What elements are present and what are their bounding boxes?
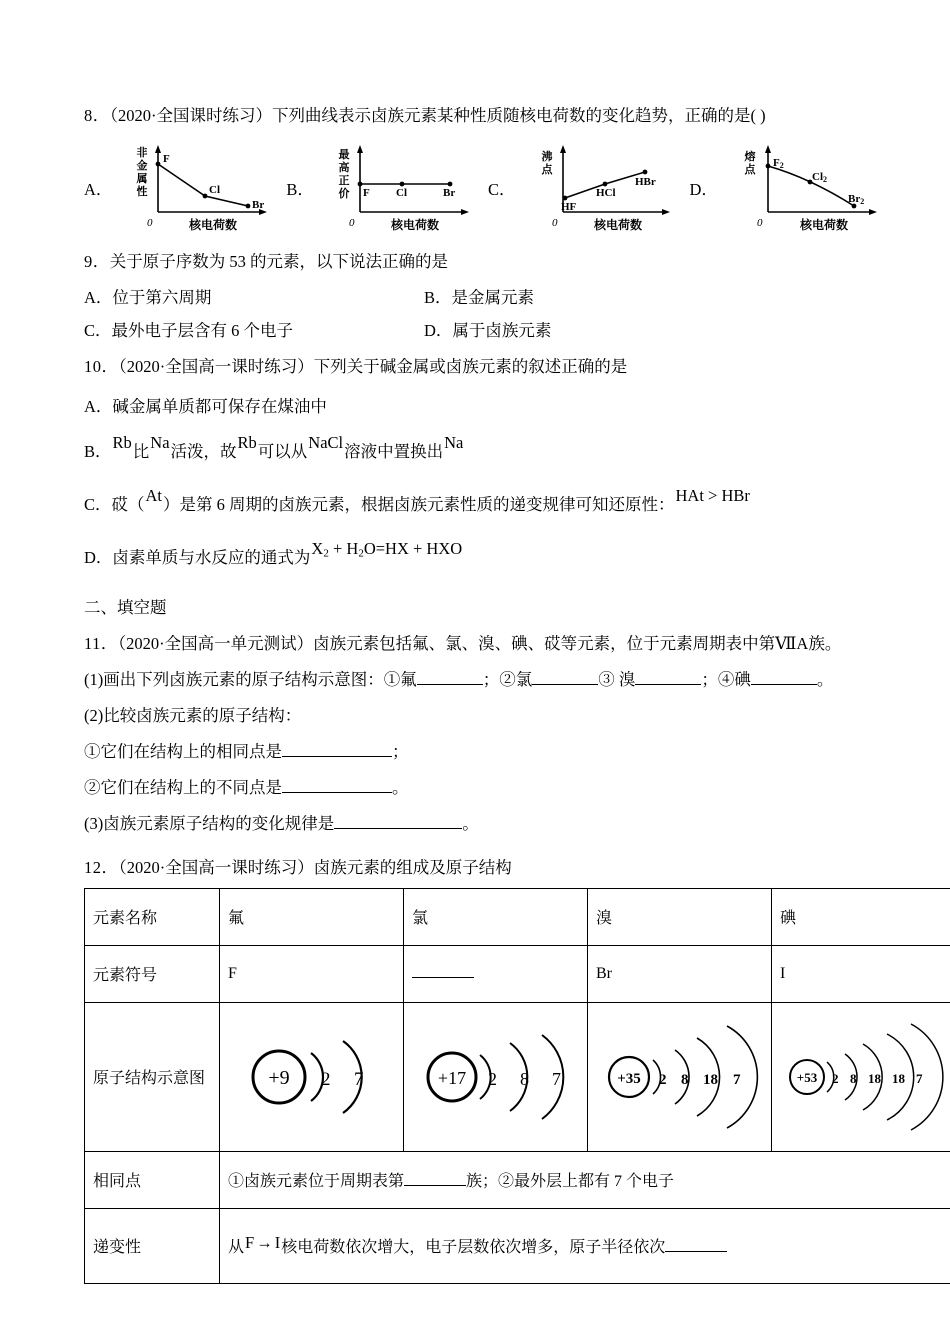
option-c-text-2: ）是第 6 周期的卤族元素，根据卤族元素性质的递变规律可知还原性： xyxy=(163,495,675,515)
chart-c-svg xyxy=(517,140,689,236)
question-9-option-c[interactable] xyxy=(84,319,424,344)
atom-diagram-fluorine-icon xyxy=(237,1017,387,1137)
option-a-key: A． xyxy=(84,397,113,417)
halogen-table xyxy=(84,888,950,1284)
question-11-part-2-item-2 xyxy=(84,776,870,800)
question-12-number: 12． xyxy=(84,857,119,877)
section-2-title: 二、填空题 xyxy=(84,598,167,618)
item-2-text: ②它们在结构上的不同点是 xyxy=(84,777,282,797)
svg-text:HF: HF xyxy=(561,200,577,213)
chart-a-svg xyxy=(114,140,286,236)
question-12-stem xyxy=(84,856,870,880)
question-8-charts xyxy=(84,140,870,236)
question-11-part-2: (2)比较卤族元素的原子结构： xyxy=(84,706,302,726)
atom-diagram-iodine-icon xyxy=(781,1012,947,1142)
svg-text:点: 点 xyxy=(541,163,553,176)
chart-option-c xyxy=(488,140,690,236)
option-b-text-3: 可以从 xyxy=(257,442,308,462)
cell-structure-chlorine xyxy=(404,1002,588,1151)
question-10-option-b[interactable] xyxy=(84,435,870,468)
svg-text:核电荷数: 核电荷数 xyxy=(594,217,643,232)
option-a-text: 位于第六周期 xyxy=(112,287,212,307)
part-1-text-a: ；②氯 xyxy=(482,670,533,690)
svg-text:7: 7 xyxy=(732,1071,740,1088)
svg-text:2: 2 xyxy=(831,1070,838,1086)
blank-diff-point[interactable] xyxy=(282,792,392,793)
question-10-text: （2020·全国高一课时练习）下列关于碱金属或卤族元素的叙述正确的是 xyxy=(118,357,628,377)
svg-text:8: 8 xyxy=(680,1071,688,1088)
cell-same-point-content xyxy=(220,1151,950,1208)
question-9-text: 关于原子序数为 53 的元素，以下说法正确的是 xyxy=(109,251,448,271)
svg-text:18: 18 xyxy=(891,1070,905,1086)
cell-structure-iodine xyxy=(772,1002,950,1151)
option-d-key: D． xyxy=(84,548,113,568)
svg-text:属: 属 xyxy=(136,172,148,185)
svg-text:非: 非 xyxy=(136,146,148,159)
formula-rb-2: Rb xyxy=(237,433,257,453)
row-label-element-name: 元素名称 xyxy=(85,888,220,945)
question-9-option-a[interactable] xyxy=(84,286,424,311)
svg-text:Cl: Cl xyxy=(209,183,221,196)
question-9-options-row-2 xyxy=(84,319,870,344)
part-3-text: (3)卤族元素原子结构的变化规律是 xyxy=(84,813,335,833)
svg-text:0: 0 xyxy=(552,216,558,229)
cell-structure-bromine xyxy=(588,1002,772,1151)
item-1-text: ①它们在结构上的相同点是 xyxy=(84,741,282,761)
question-12-text: （2020·全国高一课时练习）卤族元素的组成及原子结构 xyxy=(118,857,512,877)
blank-fluorine[interactable] xyxy=(417,684,483,685)
option-b-text-1: 比 xyxy=(132,442,150,462)
question-11-part-2-item-1 xyxy=(84,740,870,764)
question-11-stem xyxy=(84,632,870,656)
table-row-atomic-structure xyxy=(85,1002,950,1151)
svg-text:F: F xyxy=(163,152,171,165)
svg-text:性: 性 xyxy=(136,185,148,198)
question-11-text: （2020·全国高一单元测试）卤族元素包括氟、氯、溴、碘、砹等元素，位于元素周期表中第ⅦA族。 xyxy=(117,634,842,654)
blank-trend-rule[interactable] xyxy=(334,828,462,829)
svg-text:2: 2 xyxy=(320,1068,330,1090)
svg-text:+35: +35 xyxy=(616,1070,641,1087)
svg-text:0: 0 xyxy=(147,216,153,229)
part-1-text-end: 。 xyxy=(816,670,834,690)
formula-hat-hbr: HAt > HBr xyxy=(675,486,750,506)
svg-text:核电荷数: 核电荷数 xyxy=(799,217,848,232)
cell-symbol-chlorine-blank[interactable] xyxy=(404,945,588,1002)
svg-text:点: 点 xyxy=(744,163,756,176)
question-9-option-d[interactable] xyxy=(424,319,764,344)
question-8-stem xyxy=(84,104,870,128)
svg-text:2: 2 xyxy=(658,1071,666,1088)
cell-name-iodine: 碘 xyxy=(772,888,950,945)
question-8-text: （2020·全国课时练习）下列曲线表示卤族元素某种性质随核电荷数的变化趋势，正确的是( ) xyxy=(109,106,766,125)
item-2-end: 。 xyxy=(392,777,409,797)
part-1-text-pre: (1)画出下列卤族元素的原子结构示意图：①氟 xyxy=(84,670,417,690)
svg-text:Cl: Cl xyxy=(395,186,407,199)
svg-text:18: 18 xyxy=(702,1071,718,1088)
option-b-key: B． xyxy=(424,287,452,307)
question-8-number: 8． xyxy=(84,106,110,125)
formula-halogen-water: $X_2 + H_2O=HX$ + HXO xyxy=(311,539,463,560)
trend-pre: 从 xyxy=(228,1239,245,1257)
svg-text:0: 0 xyxy=(348,216,355,229)
formula-i: I xyxy=(274,1233,281,1253)
blank-bromine[interactable] xyxy=(635,684,701,685)
question-11-part-3 xyxy=(84,812,870,836)
row-label-trend: 递变性 xyxy=(85,1208,220,1283)
option-c-key: C． xyxy=(84,320,112,340)
question-10-option-a[interactable] xyxy=(84,395,870,419)
chart-option-b xyxy=(286,140,488,236)
question-9-stem xyxy=(84,250,870,274)
svg-text:+17: +17 xyxy=(437,1067,466,1088)
svg-text:8: 8 xyxy=(849,1070,856,1086)
cell-symbol-iodine: I xyxy=(772,945,950,1002)
option-c-text: 最外电子层含有 6 个电子 xyxy=(111,320,294,340)
row-label-same-point: 相同点 xyxy=(85,1151,220,1208)
table-row-trend xyxy=(85,1208,950,1283)
option-b-text: 是金属元素 xyxy=(451,287,535,307)
svg-text:HCl: HCl xyxy=(596,186,617,199)
svg-text:价: 价 xyxy=(338,187,350,200)
svg-text:Cl2: Cl2 xyxy=(811,170,827,184)
table-row-element-name xyxy=(85,888,950,945)
cell-name-fluorine: 氟 xyxy=(220,888,404,945)
chart-a-letter: A． xyxy=(84,179,113,199)
svg-text:最: 最 xyxy=(338,148,350,161)
formula-na-2: Na xyxy=(444,433,464,453)
chart-option-d xyxy=(689,140,897,236)
svg-text:Br: Br xyxy=(252,198,265,211)
chart-d-letter: D． xyxy=(689,179,718,199)
chart-c-letter: C． xyxy=(487,179,516,199)
svg-text:7: 7 xyxy=(551,1068,561,1089)
option-d-text: 属于卤族元素 xyxy=(452,320,552,340)
cell-name-bromine: 溴 xyxy=(588,888,772,945)
svg-text:正: 正 xyxy=(338,174,350,187)
page-content xyxy=(84,104,922,1284)
table-row-element-symbol xyxy=(85,945,950,1002)
trend-text: 核电荷数依次增大，电子层数依次增多，原子半径依次 xyxy=(281,1239,666,1257)
svg-text:Br2: Br2 xyxy=(847,192,865,206)
blank-chlorine-symbol[interactable] xyxy=(412,977,474,978)
cell-symbol-fluorine: F xyxy=(220,945,404,1002)
svg-text:熔: 熔 xyxy=(744,150,756,163)
svg-text:2: 2 xyxy=(487,1068,497,1089)
cell-name-chlorine: 氯 xyxy=(404,888,588,945)
chart-b-letter: B． xyxy=(286,179,314,199)
item-1-end: ； xyxy=(392,741,409,761)
svg-text:+9: +9 xyxy=(267,1066,290,1089)
same-point-mid: 族；②最外层上都有 7 个电子 xyxy=(466,1173,675,1191)
row-label-element-symbol: 元素符号 xyxy=(85,945,220,1002)
svg-text:高: 高 xyxy=(338,161,350,174)
question-11-number: 11． xyxy=(84,634,118,654)
option-b-text-4: 溶液中置换出 xyxy=(344,442,444,462)
question-10-stem xyxy=(84,355,870,379)
svg-text:F2: F2 xyxy=(772,156,784,170)
blank-group-number[interactable] xyxy=(404,1185,466,1186)
row-label-atomic-structure: 原子结构示意图 xyxy=(85,1002,220,1151)
blank-chlorine[interactable] xyxy=(532,684,598,685)
table-row-same-point xyxy=(85,1151,950,1208)
chart-b-svg xyxy=(316,140,488,236)
formula-na-1: Na xyxy=(150,433,170,453)
part-1-text-c: ；④碘 xyxy=(701,670,751,690)
question-9-number: 9． xyxy=(84,251,110,271)
svg-text:18: 18 xyxy=(867,1070,881,1086)
blank-radius-trend[interactable] xyxy=(665,1251,727,1252)
option-d-key: D． xyxy=(424,320,453,340)
part-1-text-b: ③ 溴 xyxy=(598,670,636,690)
svg-text:金: 金 xyxy=(136,159,148,172)
svg-text:+53: +53 xyxy=(796,1069,817,1085)
blank-same-point[interactable] xyxy=(282,756,392,757)
chart-option-a xyxy=(84,140,286,236)
cell-structure-fluorine xyxy=(220,1002,404,1151)
cell-trend-content xyxy=(220,1208,950,1283)
option-a-key: A． xyxy=(84,287,113,307)
svg-text:核电荷数: 核电荷数 xyxy=(189,217,238,232)
question-10-option-c[interactable] xyxy=(84,488,870,521)
svg-text:F: F xyxy=(362,186,370,199)
option-b-text-2: 活泼，故 xyxy=(170,442,237,462)
svg-text:0: 0 xyxy=(756,216,763,229)
question-11-part-1 xyxy=(84,668,870,692)
svg-text:7: 7 xyxy=(915,1070,922,1086)
question-9-option-b[interactable] xyxy=(424,286,764,311)
atom-diagram-chlorine-icon xyxy=(416,1017,576,1137)
same-point-pre: ①卤族元素位于周期表第 xyxy=(228,1173,405,1191)
svg-text:Br: Br xyxy=(442,186,456,199)
cell-symbol-bromine: Br xyxy=(588,945,772,1002)
atom-diagram-bromine-icon xyxy=(599,1012,761,1142)
blank-iodine[interactable] xyxy=(751,684,817,685)
svg-text:核电荷数: 核电荷数 xyxy=(390,217,439,232)
formula-at: At xyxy=(145,486,163,506)
option-b-key: B． xyxy=(84,442,112,462)
svg-text:8: 8 xyxy=(519,1068,529,1089)
svg-text:HBr: HBr xyxy=(635,175,657,188)
question-9-options-row-1 xyxy=(84,286,870,311)
option-c-key: C． xyxy=(84,495,112,515)
option-c-text-1: 砹（ xyxy=(111,495,145,515)
formula-nacl: NaCl xyxy=(308,433,344,453)
option-d-text-1: 卤素单质与水反应的通式为 xyxy=(112,548,311,568)
svg-text:沸: 沸 xyxy=(541,150,553,163)
formula-f: F xyxy=(245,1233,255,1253)
svg-text:7: 7 xyxy=(353,1068,363,1090)
part-3-end: 。 xyxy=(462,813,479,833)
arrow-icon: → xyxy=(256,1233,273,1253)
formula-rb-1: Rb xyxy=(112,433,132,453)
chart-d-svg xyxy=(720,140,898,236)
option-a-text: 碱金属单质都可保存在煤油中 xyxy=(112,397,327,417)
question-10-number: 10． xyxy=(84,357,119,377)
question-10-option-d[interactable] xyxy=(84,541,870,574)
